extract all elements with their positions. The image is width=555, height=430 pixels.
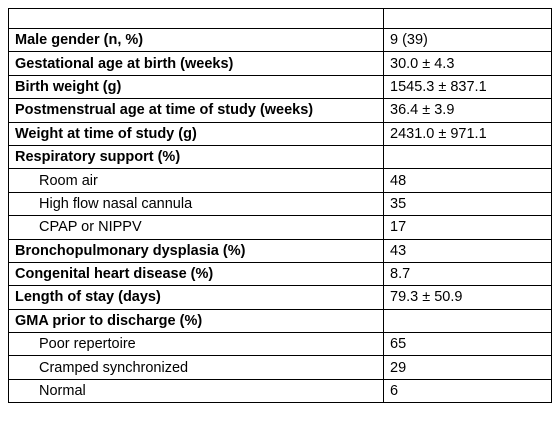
- row-label: Male gender (n, %): [9, 29, 384, 52]
- row-value: 29: [384, 356, 552, 379]
- row-label: Congenital heart disease (%): [9, 262, 384, 285]
- table-row: [9, 75, 552, 98]
- row-value: 6: [384, 379, 552, 402]
- table-body: [9, 9, 552, 403]
- row-value: [384, 309, 552, 332]
- table-subrow: [9, 169, 552, 192]
- table-row: [9, 145, 552, 168]
- row-value: 43: [384, 239, 552, 262]
- row-value: 79.3 ± 50.9: [384, 286, 552, 309]
- header-cell-value: [384, 9, 552, 29]
- row-label: Respiratory support (%): [9, 145, 384, 168]
- table-subrow: [9, 216, 552, 239]
- table-row: [9, 309, 552, 332]
- table-header-row: [9, 9, 552, 29]
- table-row: [9, 262, 552, 285]
- row-label: Normal: [9, 379, 384, 402]
- row-value: 35: [384, 192, 552, 215]
- row-value: 1545.3 ± 837.1: [384, 75, 552, 98]
- row-value: 8.7: [384, 262, 552, 285]
- table-row: [9, 239, 552, 262]
- row-label: Bronchopulmonary dysplasia (%): [9, 239, 384, 262]
- row-label: Room air: [9, 169, 384, 192]
- table-row: [9, 99, 552, 122]
- row-label: GMA prior to discharge (%): [9, 309, 384, 332]
- row-label: Cramped synchronized: [9, 356, 384, 379]
- row-label: Gestational age at birth (weeks): [9, 52, 384, 75]
- row-value: 2431.0 ± 971.1: [384, 122, 552, 145]
- table-row: [9, 286, 552, 309]
- row-label: CPAP or NIPPV: [9, 216, 384, 239]
- row-value: 36.4 ± 3.9: [384, 99, 552, 122]
- row-value: 48: [384, 169, 552, 192]
- row-label: Length of stay (days): [9, 286, 384, 309]
- header-cell-label: [9, 9, 384, 29]
- row-label: Weight at time of study (g): [9, 122, 384, 145]
- row-value: 17: [384, 216, 552, 239]
- table-row: [9, 122, 552, 145]
- row-value: 9 (39): [384, 29, 552, 52]
- table-subrow: [9, 356, 552, 379]
- table-subrow: [9, 333, 552, 356]
- row-label: Poor repertoire: [9, 333, 384, 356]
- row-value: 30.0 ± 4.3: [384, 52, 552, 75]
- row-label: Birth weight (g): [9, 75, 384, 98]
- row-label: High flow nasal cannula: [9, 192, 384, 215]
- table-subrow: [9, 192, 552, 215]
- row-value: 65: [384, 333, 552, 356]
- characteristics-table: [8, 8, 552, 403]
- row-label: Postmenstrual age at time of study (weeks): [9, 99, 384, 122]
- table-subrow: [9, 379, 552, 402]
- table-row: [9, 29, 552, 52]
- row-value: [384, 145, 552, 168]
- table-row: [9, 52, 552, 75]
